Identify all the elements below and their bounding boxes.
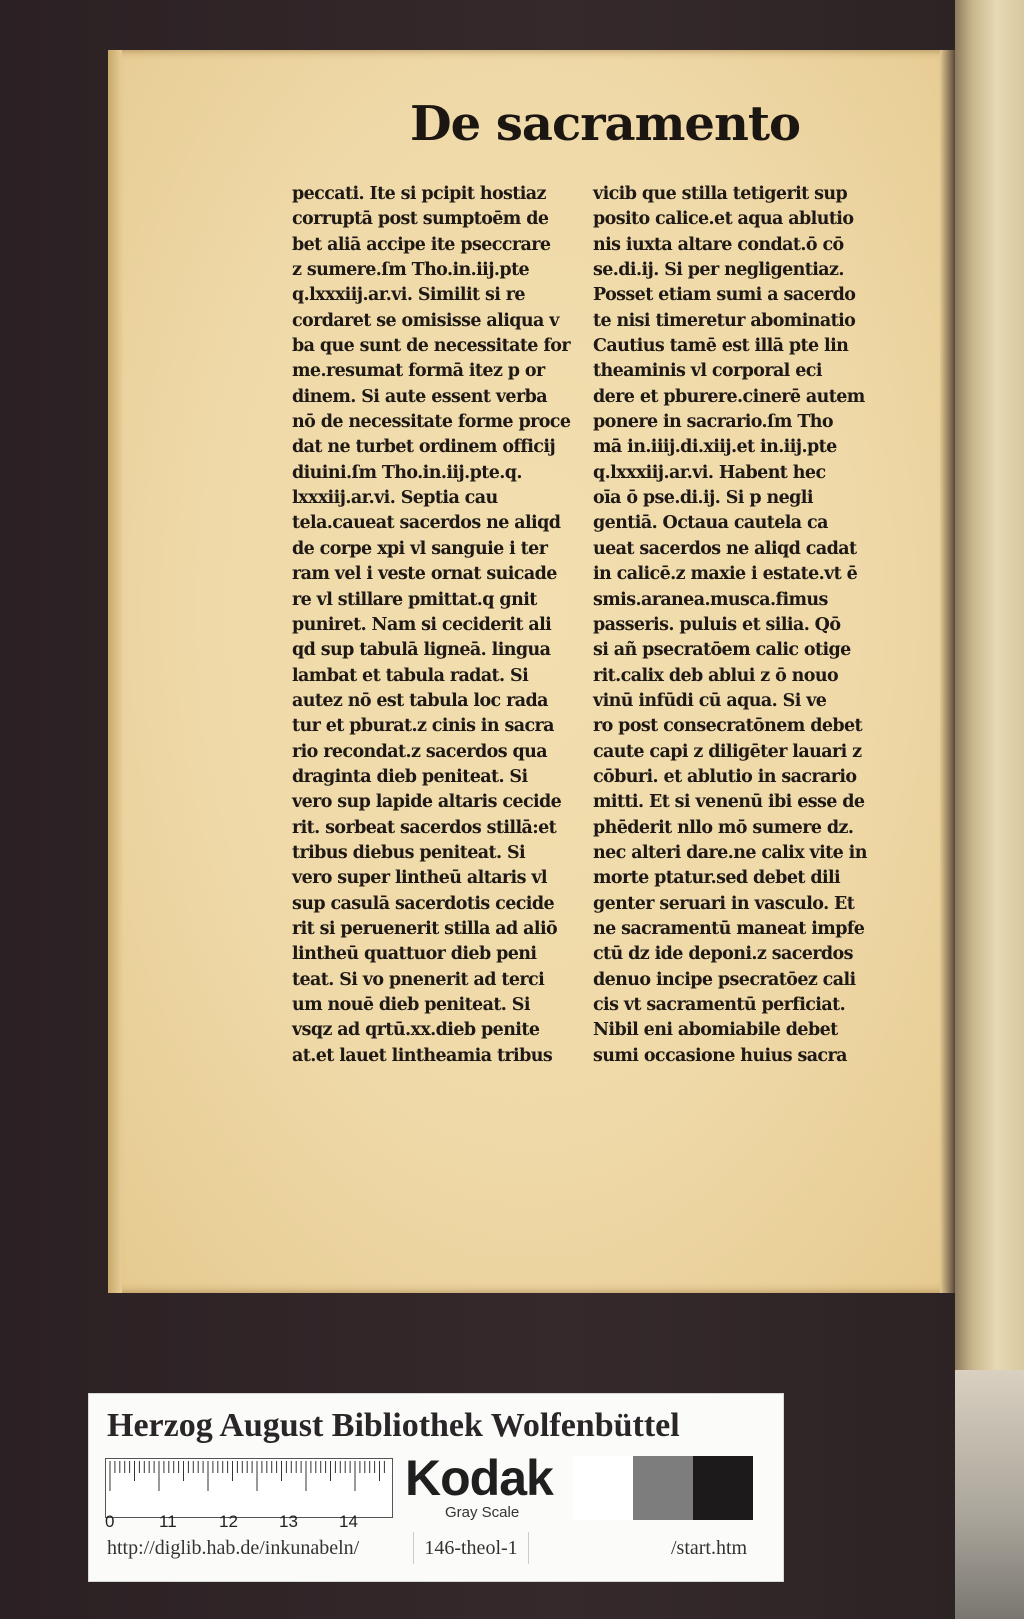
text-line: ponere in sacrario.ſm Tho (593, 412, 833, 433)
text-line: diuini.ſm Tho.in.iij.pte.q. (292, 462, 522, 483)
swatch-white (573, 1456, 633, 1520)
kodak-logo: Kodak (405, 1450, 553, 1506)
text-line: smis.aranea.musca.fimus (593, 589, 828, 610)
text-line: gentiā. Octaua cautela ca (593, 513, 828, 534)
text-line: lambat et tabula radat. Si (292, 665, 529, 686)
text-line: morte ptatur.sed debet dili (593, 868, 841, 889)
text-line: dinem. Si aute essent verba (292, 386, 547, 407)
text-line: oīa ō pse.di.ij. Si p negli (593, 488, 813, 509)
text-line: ueat sacerdos ne aliqd cadat (593, 538, 857, 559)
color-target-card (88, 1393, 784, 1582)
text-column-left (292, 182, 574, 1072)
text-line: vero super lintheū altaris vl (292, 868, 547, 889)
text-line: nō de necessitate forme proce (292, 412, 571, 433)
text-line: genter seruari in vasculo. Et (593, 893, 855, 914)
text-line: ne sacramentū maneat impfe (593, 918, 865, 939)
text-line: qd sup tabulā ligneā. lingua (292, 640, 551, 661)
text-line: vero sup lapide altaris cecide (292, 792, 562, 813)
text-line: lintheū quattuor dieb peni (292, 944, 537, 965)
text-line: dat ne turbet ordinem officij (292, 437, 556, 458)
measurement-ruler (105, 1458, 393, 1518)
gray-scale-label: Gray Scale (445, 1504, 520, 1521)
text-line: puniret. Nam si ceciderit ali (292, 614, 552, 635)
text-line: draginta dieb peniteat. Si (292, 766, 528, 787)
text-line: rit si peruenerit stilla ad aliō (292, 918, 558, 939)
text-line: tela.caueat sacerdos ne aliqd (292, 513, 561, 534)
ruler-label: 13 (279, 1512, 298, 1531)
adjacent-page-edge (955, 0, 1024, 1619)
text-line: nec alteri dare.ne calix vite in (593, 842, 867, 863)
text-line: q.lxxxiij.ar.vi. Habent hec (593, 462, 826, 483)
text-line: posito calice.et aqua ablutio (593, 209, 854, 230)
text-line: te nisi timeretur abominatio (593, 310, 856, 331)
text-line: phēderit nllo mō sumere dz. (593, 817, 854, 838)
url-identifier: 146-theol-1 (413, 1532, 529, 1564)
text-column-right (593, 182, 875, 1072)
text-line: teat. Si vo pnenerit ad terci (292, 969, 545, 990)
ruler-label: 12 (219, 1512, 238, 1531)
text-line: peccati. Ite si pcipit hostiaz (292, 184, 546, 204)
text-line: me.resumat formā itez p or (292, 361, 545, 382)
text-line: vicib que stilla tetigerit sup (593, 184, 848, 204)
text-line: ram vel i veste ornat suicade (292, 564, 557, 585)
text-line: lxxxiij.ar.vi. Septia cau (292, 488, 498, 509)
page-gutter (940, 50, 955, 1293)
text-line: rit.calix deb ablui z ō nouo (593, 665, 839, 686)
text-line: z sumere.ſm Tho.in.iij.pte (292, 260, 530, 281)
page-heading: De sacramento (410, 96, 801, 152)
text-line: q.lxxxiij.ar.vi. Similit si re (292, 285, 525, 306)
text-line: Nibil eni abomiabile debet (593, 1020, 838, 1041)
text-line: nis iuxta altare condat.ō cō (593, 234, 844, 255)
text-line: in calicē.z maxie i estate.vt ē (593, 564, 858, 585)
text-line: se.di.ij. Si per negligentiaz. (593, 260, 844, 281)
text-line: sup casulā sacerdotis cecide (292, 893, 555, 914)
ruler-label: 0 (105, 1512, 115, 1531)
text-line: mā in.iiij.di.xiij.et in.iij.pte (593, 437, 837, 458)
text-line: de corpe xpi vl sanguie i ter (292, 538, 548, 559)
page-left-edge (108, 50, 122, 1293)
text-line: ctū dz ide deponi.z sacerdos (593, 944, 853, 965)
text-line: tur et pburat.z cinis in sacra (292, 716, 554, 737)
text-line: vsqz ad qrtū.xx.dieb penite (292, 1020, 540, 1041)
text-line: autez nō est tabula loc rada (292, 690, 548, 711)
text-line: si añ psecratōem calic otige (593, 640, 851, 661)
text-line: caute capi z diligēter lauari z (593, 741, 862, 762)
gray-scale-swatches (573, 1456, 753, 1520)
text-line: rio recondat.z sacerdos qua (292, 741, 547, 762)
swatch-gray (633, 1456, 693, 1520)
text-line: re vl stillare pmittat.q gnit (292, 589, 537, 610)
text-line: bet aliā accipe ite pseccrare (292, 234, 551, 255)
swatch-black (693, 1456, 753, 1520)
adjacent-page-shadow (955, 1370, 1024, 1619)
text-line: Cautius tamē est illā pte lin (593, 336, 849, 357)
text-line: sumi occasione huius sacra (593, 1045, 847, 1066)
url-prefix: http://diglib.hab.de/inkunabeln/ (107, 1537, 360, 1559)
text-line: passeris. puluis et silia. Qō (593, 614, 841, 635)
text-line: vinū infūdi cū aqua. Si ve (593, 690, 827, 711)
text-line: ro post consecratōnem debet (593, 716, 863, 737)
url-suffix: /start.htm (671, 1537, 748, 1559)
ruler-ticks (106, 1459, 392, 1517)
text-line: cōburi. et ablutio in sacrario (593, 766, 857, 787)
text-line: um nouē dieb peniteat. Si (292, 995, 530, 1015)
text-line: ba que sunt de necessitate for (292, 336, 570, 357)
text-line: rit. sorbeat sacerdos stillā:et (292, 817, 557, 838)
text-line: Posset etiam sumi a sacerdo (593, 285, 856, 306)
text-line: corruptā post sumptoēm de (292, 209, 549, 230)
text-line: at.et lauet lintheamia tribus (292, 1045, 553, 1066)
text-line: denuo incipe psecratōez cali (593, 969, 856, 990)
text-line: mitti. Et si venenū ibi esse de (593, 792, 865, 813)
text-line: dere et pburere.cinerē autem (593, 386, 865, 407)
text-line: tribus diebus peniteat. Si (292, 842, 526, 863)
ruler-label: 14 (339, 1512, 358, 1531)
ruler-label: 11 (159, 1512, 177, 1531)
text-line: cordaret se omisisse aliqua v (292, 310, 559, 331)
text-line: cis vt sacramentū perficiat. (593, 995, 846, 1015)
library-title: Herzog August Bibliothek Wolfenbüttel (107, 1407, 680, 1444)
text-line: theaminis vl corporal eci (593, 361, 822, 382)
